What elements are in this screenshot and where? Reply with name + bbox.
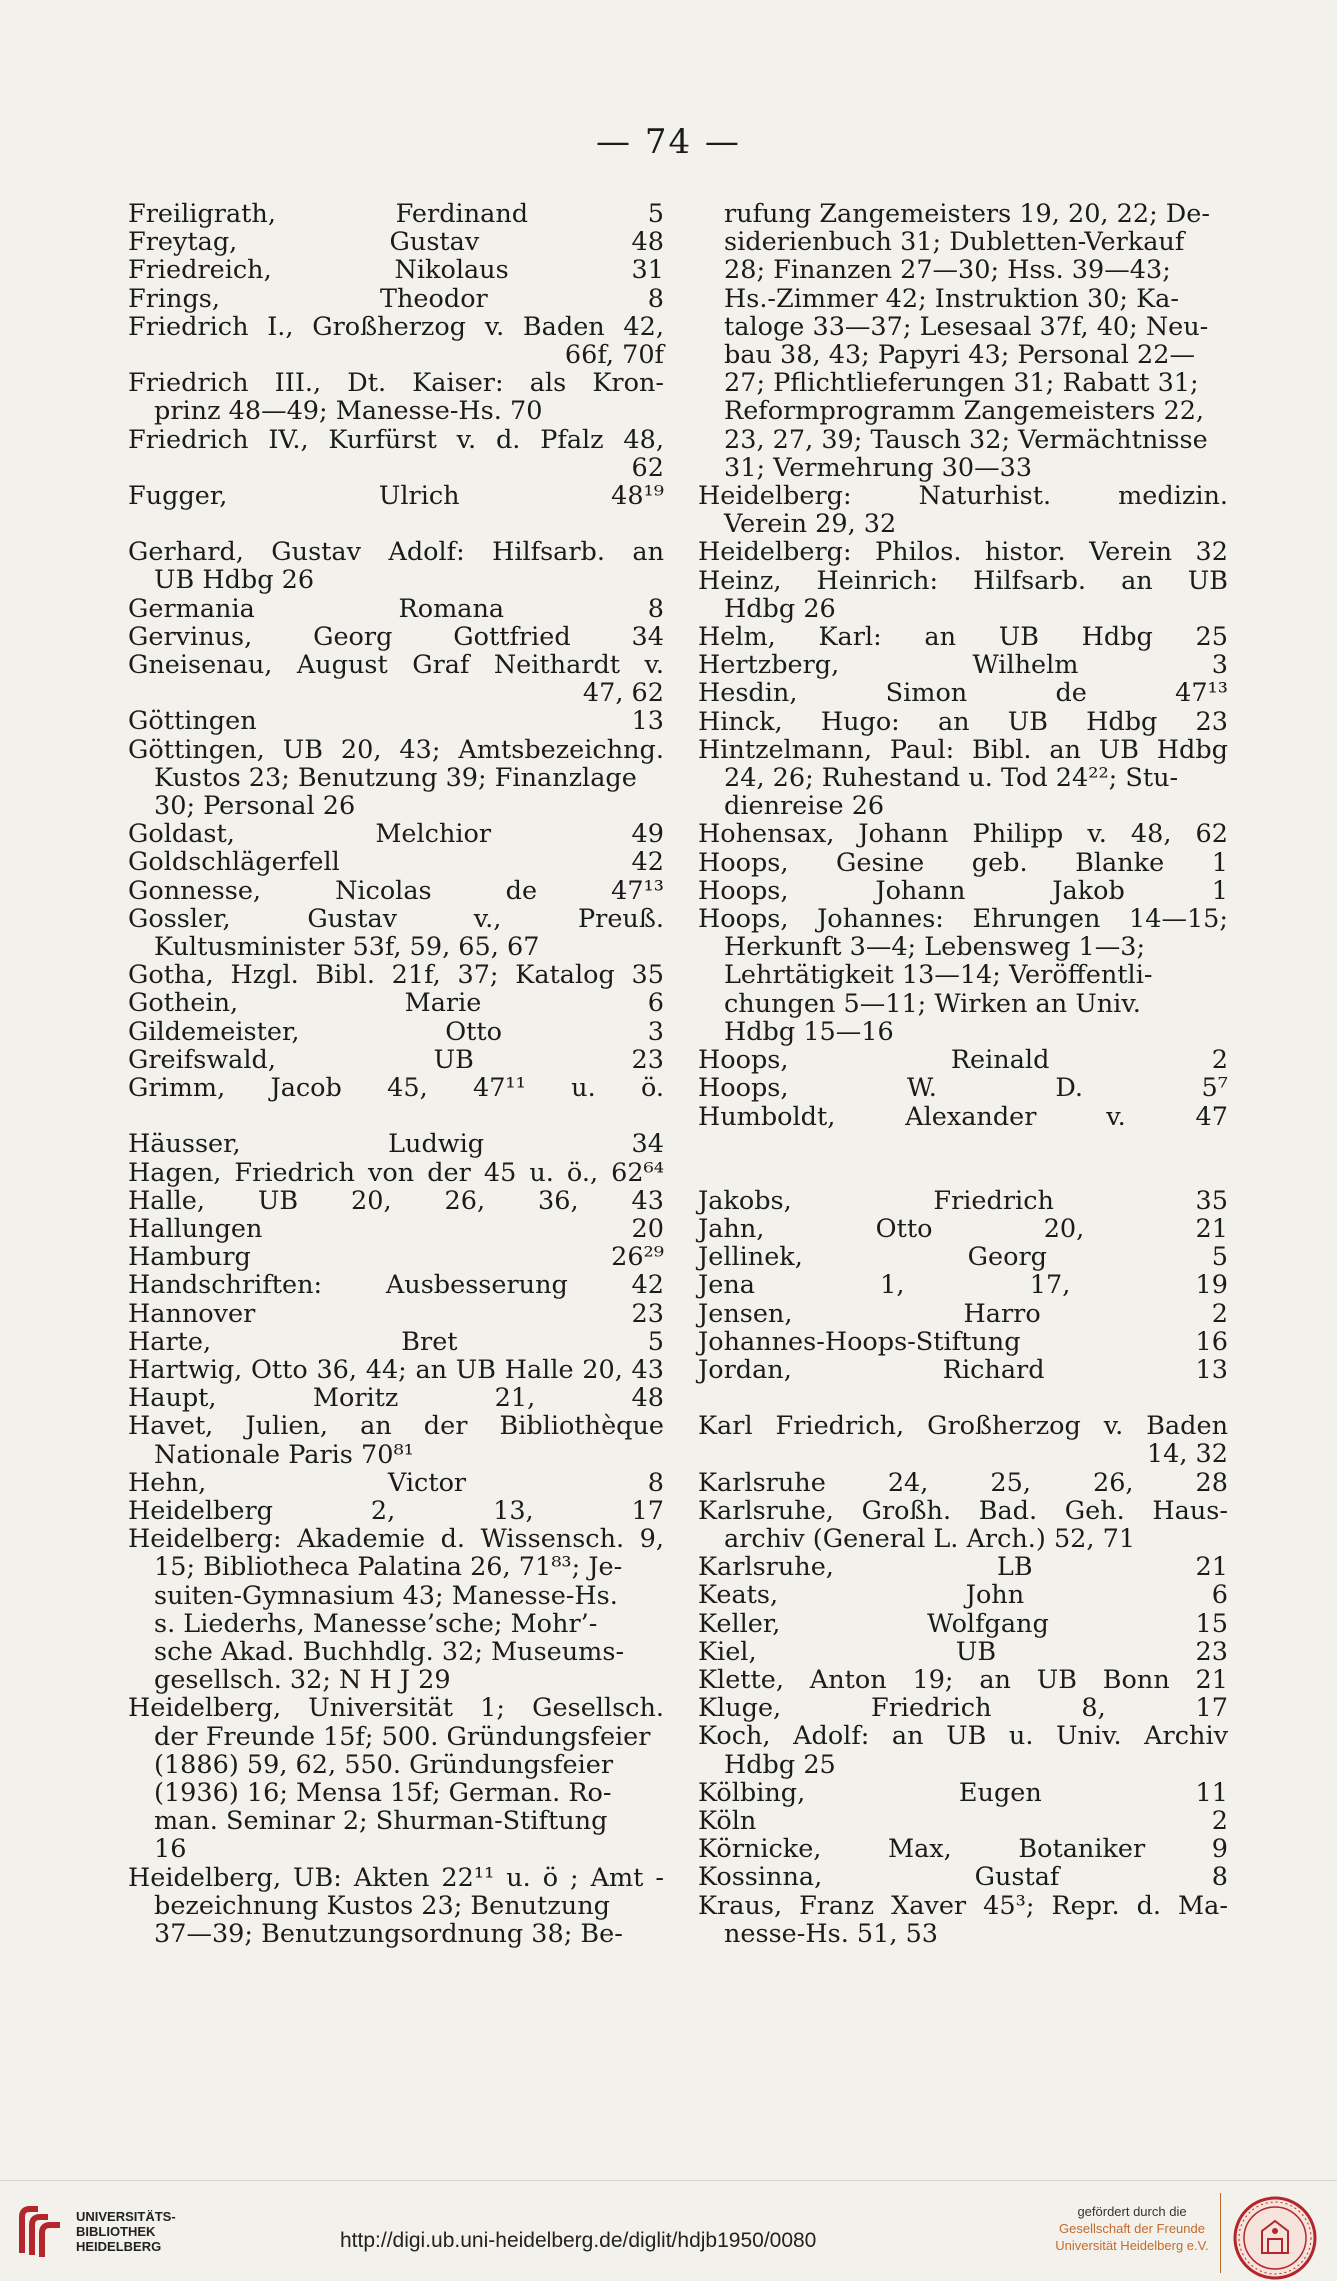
section-gap bbox=[698, 1384, 1228, 1412]
index-entry: Köln 2 bbox=[698, 1805, 1228, 1836]
index-entry: Havet, Julien, an der Bibliothèque bbox=[128, 1411, 664, 1442]
sponsor-prefix: gefördert durch die bbox=[1077, 2204, 1187, 2219]
index-entry: Heidelberg 2, 13, 17 bbox=[128, 1495, 664, 1526]
index-entry: Koch, Adolf: an UB u. Univ. Archiv bbox=[698, 1721, 1228, 1752]
index-entry: Gonnesse, Nicolas de 47¹³ bbox=[128, 875, 664, 906]
index-entry: Hintzelmann, Paul: Bibl. an UB Hdbg bbox=[698, 734, 1228, 765]
index-entry: Häusser, Ludwig 34 bbox=[128, 1129, 664, 1160]
index-entry-continuation: archiv (General L. Arch.) 52, 71 bbox=[724, 1523, 1136, 1554]
index-entry-page-refs: 62 bbox=[631, 452, 664, 483]
index-entry: Karlsruhe, LB 21 bbox=[698, 1552, 1228, 1583]
index-entry: Heinz, Heinrich: Hilfsarb. an UB bbox=[698, 565, 1228, 596]
index-entry: Hallungen 20 bbox=[128, 1213, 664, 1244]
index-entry-continuation: nesse-Hs. 51, 53 bbox=[724, 1918, 939, 1949]
index-entry-continuation: rufung Zangemeisters 19, 20, 22; De- bbox=[724, 199, 1210, 229]
index-entry-continuation: Reformprogramm Zangemeisters 22, bbox=[724, 396, 1205, 427]
index-entry: Goldschlägerfell 42 bbox=[128, 847, 664, 878]
index-entry-continuation: Hdbg 25 bbox=[724, 1749, 836, 1780]
index-entry-continuation: taloge 33—37; Lesesaal 37f, 40; Neu- bbox=[724, 311, 1209, 342]
index-entry-continuation: Hdbg 26 bbox=[724, 593, 836, 624]
index-entry: Friedrich III., Dt. Kaiser: als Kron- bbox=[128, 368, 664, 399]
index-entry-continuation: UB Hdbg 26 bbox=[154, 565, 315, 596]
index-entry-continuation: Kultusminister 53f, 59, 65, 67 bbox=[154, 932, 540, 963]
index-entry-continuation: man. Seminar 2; Shurman-Stiftung bbox=[154, 1806, 608, 1837]
index-entry-continuation: Nationale Paris 70⁸¹ bbox=[154, 1439, 414, 1470]
index-entry: Gossler, Gustav v., Preuß. bbox=[128, 903, 664, 934]
index-entry: Goldast, Melchior 49 bbox=[128, 819, 664, 850]
index-entry-continuation: 16 bbox=[154, 1834, 187, 1865]
index-entry: Hoops, Reinald 2 bbox=[698, 1045, 1228, 1076]
index-entry: Karl Friedrich, Großherzog v. Baden bbox=[698, 1411, 1228, 1442]
section-gap bbox=[128, 510, 664, 538]
index-entry: Hesdin, Simon de 47¹³ bbox=[698, 678, 1228, 709]
index-entry-continuation: Verein 29, 32 bbox=[724, 509, 897, 540]
index-entry: Friedrich IV., Kurfürst v. d. Pfalz 48, bbox=[128, 424, 664, 455]
index-entry: Halle, UB 20, 26, 36, 43 bbox=[128, 1185, 664, 1216]
index-entry: Gneisenau, August Graf Neithardt v. bbox=[128, 650, 664, 681]
index-entry: Kiel, UB 23 bbox=[698, 1636, 1228, 1667]
index-entry: Karlsruhe, Großh. Bad. Geh. Haus- bbox=[698, 1495, 1228, 1526]
index-entry: Heidelberg: Akademie d. Wissensch. 9, bbox=[128, 1524, 664, 1555]
index-entry: Gerhard, Gustav Adolf: Hilfsarb. an bbox=[128, 537, 664, 568]
index-entry: Helm, Karl: an UB Hdbg 25 bbox=[698, 622, 1228, 653]
index-entry: Hertzberg, Wilhelm 3 bbox=[698, 650, 1228, 681]
index-entry-continuation: dienreise 26 bbox=[724, 791, 885, 822]
index-entry: Hamburg 26²⁹ bbox=[128, 1242, 664, 1273]
index-entry-continuation: 31; Vermehrung 30—33 bbox=[724, 452, 1033, 483]
index-entry: Körnicke, Max, Botaniker 9 bbox=[698, 1834, 1228, 1865]
index-entry-continuation: 37—39; Benutzungsordnung 38; Be- bbox=[154, 1918, 623, 1949]
index-entry: Gothein, Marie 6 bbox=[128, 988, 664, 1019]
digitization-footer bbox=[0, 2180, 1337, 2280]
sponsor-name-line2: Universität Heidelberg e.V. bbox=[1055, 2238, 1209, 2253]
index-entry: Heidelberg, Universität 1; Gesellsch. bbox=[128, 1693, 664, 1724]
index-entry: Hartwig, Otto 36, 44; an UB Halle 20, 43 bbox=[128, 1354, 664, 1385]
library-name: UNIVERSITÄTS- BIBLIOTHEK HEIDELBERG bbox=[76, 2209, 176, 2254]
university-seal-icon bbox=[1232, 2195, 1318, 2281]
index-entry: Hoops, Johannes: Ehrungen 14—15; bbox=[698, 904, 1228, 935]
section-gap bbox=[698, 1159, 1228, 1187]
index-entry: Gildemeister, Otto 3 bbox=[128, 1016, 664, 1047]
index-entry: Hoops, Gesine geb. Blanke 1 bbox=[698, 847, 1228, 878]
index-entry: Germania Romana 8 bbox=[128, 593, 664, 624]
index-entry: Kluge, Friedrich 8, 17 bbox=[698, 1693, 1228, 1724]
index-entry-continuation: siderienbuch 31; Dubletten-Verkauf bbox=[724, 227, 1185, 258]
index-entry-continuation: (1936) 16; Mensa 15f; German. Ro- bbox=[154, 1777, 612, 1808]
index-entry: Gotha, Hzgl. Bibl. 21f, 37; Katalog 35 bbox=[128, 960, 664, 991]
index-entry: Haupt, Moritz 21, 48 bbox=[128, 1383, 664, 1414]
index-entry: Hohensax, Johann Philipp v. 48, 62 bbox=[698, 819, 1228, 850]
index-entry: Frings, Theodor 8 bbox=[128, 283, 664, 314]
index-entry: Jena 1, 17, 19 bbox=[698, 1270, 1228, 1301]
index-entry: Jakobs, Friedrich 35 bbox=[698, 1185, 1228, 1216]
index-column-right bbox=[698, 200, 1228, 1948]
index-entry-continuation: gesellsch. 32; N H J 29 bbox=[154, 1665, 451, 1696]
index-entry-continuation: 30; Personal 26 bbox=[154, 791, 356, 822]
index-entry: Klette, Anton 19; an UB Bonn 21 bbox=[698, 1664, 1228, 1695]
index-entry: Hinck, Hugo: an UB Hdbg 23 bbox=[698, 706, 1228, 737]
index-entry-continuation: bezeichnung Kustos 23; Benutzung bbox=[154, 1890, 610, 1921]
index-entry-continuation: Hs.-Zimmer 42; Instruktion 30; Ka- bbox=[724, 283, 1180, 314]
index-entry-page-refs: 14, 32 bbox=[1146, 1439, 1228, 1470]
index-entry: Jellinek, Georg 5 bbox=[698, 1242, 1228, 1273]
index-entry: Gervinus, Georg Gottfried 34 bbox=[128, 621, 664, 652]
index-entry: Keller, Wolfgang 15 bbox=[698, 1608, 1228, 1639]
index-entry-continuation: 27; Pflichtlieferungen 31; Rabatt 31; bbox=[724, 368, 1199, 399]
sponsor-name-line1: Gesellschaft der Freunde bbox=[1059, 2221, 1205, 2236]
section-gap bbox=[128, 1102, 664, 1130]
index-entry: Hoops, Johann Jakob 1 bbox=[698, 875, 1228, 906]
index-entry: Jahn, Otto 20, 21 bbox=[698, 1213, 1228, 1244]
index-entry-continuation: 28; Finanzen 27—30; Hss. 39—43; bbox=[724, 255, 1171, 286]
index-entry-continuation: bau 38, 43; Papyri 43; Personal 22— bbox=[724, 340, 1195, 371]
index-entry: Heidelberg: Naturhist. medizin. bbox=[698, 481, 1228, 512]
index-entry: Friedreich, Nikolaus 31 bbox=[128, 255, 664, 286]
index-column-left bbox=[128, 200, 664, 1948]
page-number: — 74 — bbox=[596, 122, 741, 162]
index-entry-continuation: 23, 27, 39; Tausch 32; Vermächtnisse bbox=[724, 424, 1208, 455]
index-entry-continuation: Kustos 23; Benutzung 39; Finanzlage bbox=[154, 762, 637, 793]
index-entry-continuation: 15; Bibliotheca Palatina 26, 71⁸³; Je- bbox=[154, 1552, 623, 1583]
index-entry-continuation: Herkunft 3—4; Lebensweg 1—3; bbox=[724, 932, 1146, 963]
index-entry: Humboldt, Alexander v. 47 bbox=[698, 1101, 1228, 1132]
index-entry-continuation: s. Liederhs, Manesse’sche; Mohr’- bbox=[154, 1608, 598, 1639]
index-entry: Göttingen 13 bbox=[128, 706, 664, 737]
index-entry: Jordan, Richard 13 bbox=[698, 1354, 1228, 1385]
index-entry: Johannes-Hoops-Stiftung 16 bbox=[698, 1326, 1228, 1357]
index-entry-continuation: prinz 48—49; Manesse-Hs. 70 bbox=[154, 396, 543, 427]
index-entry-continuation: (1886) 59, 62, 550. Gründungsfeier bbox=[154, 1749, 614, 1780]
section-gap bbox=[698, 1131, 1228, 1159]
index-entry-continuation: suiten-Gymnasium 43; Manesse-Hs. bbox=[154, 1580, 618, 1611]
index-entry-continuation: Hdbg 15—16 bbox=[724, 1016, 894, 1047]
index-entry: Handschriften: Ausbesserung 42 bbox=[128, 1270, 664, 1301]
index-entry: Jensen, Harro 2 bbox=[698, 1298, 1228, 1329]
index-entry: Greifswald, UB 23 bbox=[128, 1044, 664, 1075]
index-entry: Hoops, W. D. 5⁷ bbox=[698, 1073, 1228, 1104]
index-entry: Freytag, Gustav 48 bbox=[128, 227, 664, 258]
index-entry: Kossinna, Gustaf 8 bbox=[698, 1862, 1228, 1893]
index-entry: Kölbing, Eugen 11 bbox=[698, 1777, 1228, 1808]
index-entry: Freiligrath, Ferdinand 5 bbox=[128, 199, 664, 229]
index-entry-page-refs: 47, 62 bbox=[582, 678, 664, 709]
index-entry: Kraus, Franz Xaver 45³; Repr. d. Ma- bbox=[698, 1890, 1228, 1921]
sponsor-divider bbox=[1220, 2193, 1221, 2273]
index-entry: Harte, Bret 5 bbox=[128, 1326, 664, 1357]
index-entry: Grimm, Jacob 45, 47¹¹ u. ö. bbox=[128, 1073, 664, 1104]
index-entry: Heidelberg: Philos. histor. Verein 32 bbox=[698, 537, 1228, 568]
index-entry: Heidelberg, UB: Akten 22¹¹ u. ö ; Amt - bbox=[128, 1862, 664, 1893]
index-entry: Göttingen, UB 20, 43; Amtsbezeichng. bbox=[128, 734, 664, 765]
sponsor-block bbox=[1032, 2203, 1232, 2254]
index-entry-page-refs: 66f, 70f bbox=[564, 340, 664, 371]
index-entry: Fugger, Ulrich 48¹⁹ bbox=[128, 481, 664, 512]
index-entry: Hannover 23 bbox=[128, 1298, 664, 1329]
index-entry-continuation: 24, 26; Ruhestand u. Tod 24²²; Stu- bbox=[724, 763, 1179, 794]
index-entry-continuation: der Freunde 15f; 500. Gründungsfeier bbox=[154, 1721, 651, 1752]
permalink-url[interactable]: http://digi.ub.uni-heidelberg.de/diglit/hdjb1950/0080 bbox=[340, 2229, 817, 2252]
index-entry-continuation: Lehrtätigkeit 13—14; Veröffentli- bbox=[724, 960, 1153, 991]
ub-logo-icon bbox=[16, 2203, 70, 2261]
index-entry: Friedrich I., Großherzog v. Baden 42, bbox=[128, 311, 664, 342]
index-entry: Karlsruhe 24, 25, 26, 28 bbox=[698, 1467, 1228, 1498]
index-entry: Hehn, Victor 8 bbox=[128, 1467, 664, 1498]
index-entry: Hagen, Friedrich von der 45 u. ö., 62⁶⁴ bbox=[128, 1157, 664, 1188]
index-entry: Keats, John 6 bbox=[698, 1580, 1228, 1611]
index-entry-continuation: chungen 5—11; Wirken an Univ. bbox=[724, 988, 1141, 1019]
index-entry-continuation: sche Akad. Buchhdlg. 32; Museums- bbox=[154, 1636, 625, 1667]
